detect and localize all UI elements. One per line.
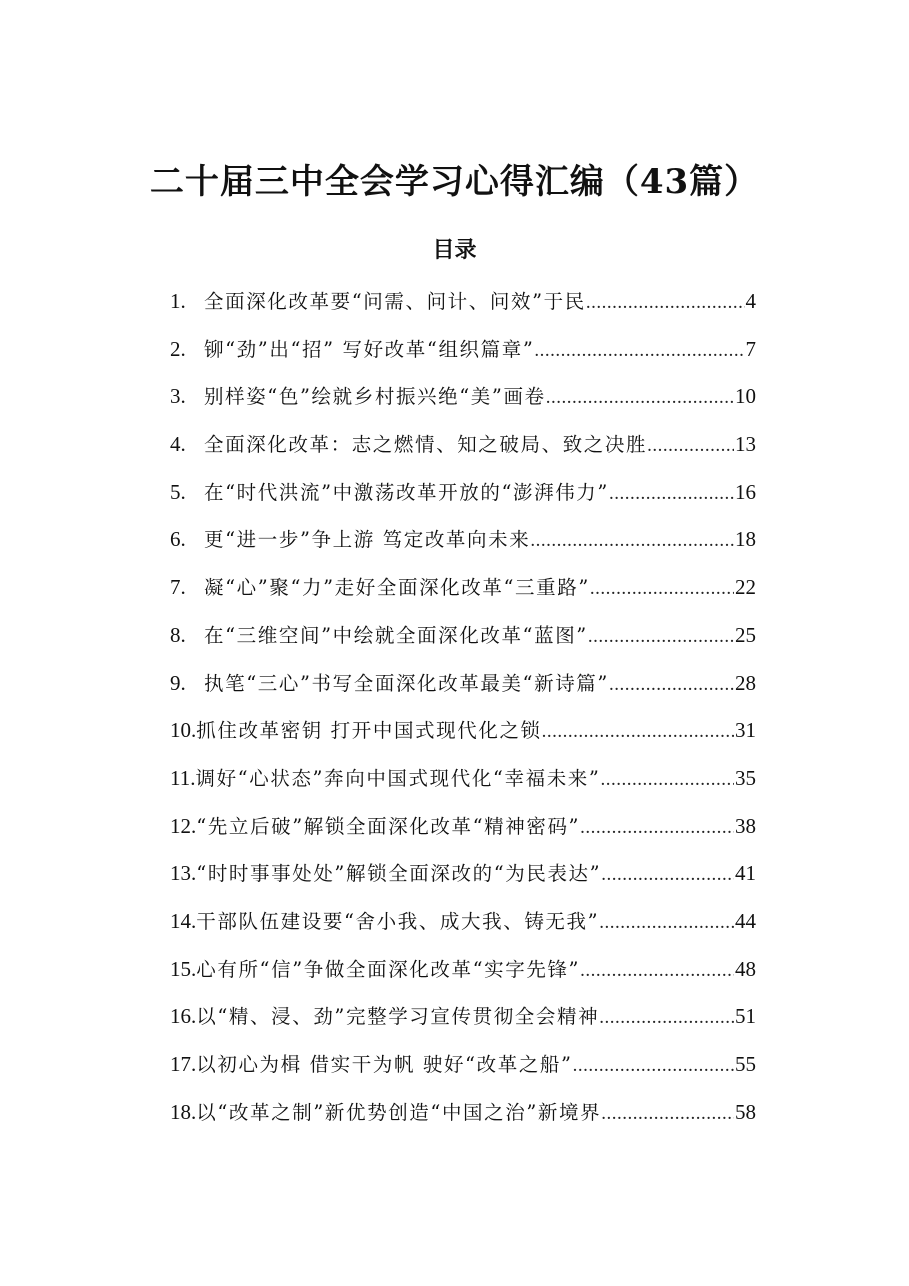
toc-leader-dots [609, 661, 734, 708]
toc-leader-dots [599, 899, 734, 946]
toc-entry-number: 18. [170, 1099, 197, 1124]
toc-entry-title: 铆“劲”出“招” 写好改革“组织篇章” [204, 337, 535, 361]
toc-entry-number: 15. [170, 956, 197, 981]
toc-entry-number: 5. [170, 479, 186, 504]
toc-entry-title: 在“时代洪流”中激荡改革开放的“澎湃伟力” [204, 480, 609, 504]
toc-entry-page: 22 [735, 575, 756, 600]
toc-leader-dots [600, 756, 734, 803]
toc-entry-page: 51 [735, 1004, 756, 1029]
toc-leader-dots [647, 422, 734, 469]
toc-entry-title: 别样姿“色”绘就乡村振兴绝“美”画卷 [204, 385, 546, 409]
toc-entry-number: 10. [170, 718, 197, 743]
toc-entry-18[interactable] [170, 1089, 756, 1137]
toc-leader-dots [590, 565, 734, 612]
toc-entry-2[interactable] [170, 326, 756, 374]
toc-entry-title: 以初心为楫 借实干为帆 驶好“改革之船” [196, 1053, 573, 1076]
toc-entry-page: 16 [735, 479, 756, 504]
toc-entry-number: 16. [170, 1004, 197, 1029]
toc-entry-title: 以“精、浸、劲”完整学习宣传贯彻全会精神 [196, 1005, 600, 1029]
toc-entry-page: 44 [735, 908, 756, 933]
toc-entry-title: 全面深化改革要“问需、问计、问效”于民 [204, 290, 586, 313]
toc-entry-13[interactable] [170, 850, 756, 898]
toc-entry-number: 7. [170, 575, 186, 600]
toc-entry-title: 抓住改革密钥 打开中国式现代化之锁 [196, 719, 542, 743]
toc-entry-12[interactable] [170, 803, 756, 851]
toc-leader-dots [530, 517, 734, 564]
toc-entry-title: 凝“心”聚“力”走好全面深化改革“三重路” [204, 576, 590, 600]
toc-leader-dots [580, 947, 734, 994]
toc-entry-4[interactable] [170, 421, 756, 469]
document-title: 二十届三中全会学习心得汇编（43篇） [149, 162, 760, 202]
toc-entry-title: 执笔“三心”书写全面深化改革最美“新诗篇” [204, 671, 609, 695]
toc-entry-number: 13. [170, 861, 197, 886]
toc-entry-title: 以“改革之制”新优势创造“中国之治”新境界 [196, 1100, 602, 1124]
toc-entry-title: 全面深化改革：志之燃情、知之破局、致之决胜 [204, 433, 648, 457]
toc-entry-title: 心有所“信”争做全面深化改革“实字先锋” [196, 957, 581, 981]
toc-entry-page: 38 [735, 813, 756, 838]
toc-entry-10[interactable] [170, 707, 756, 755]
toc-entry-page: 25 [735, 622, 756, 647]
toc-entry-title: 调好“心状态”奔向中国式现代化“幸福未来” [195, 766, 601, 790]
toc-entry-page: 13 [735, 432, 756, 457]
toc-leader-dots [588, 613, 734, 660]
toc-entry-title: “先立后破”解锁全面深化改革“精神密码” [196, 814, 581, 838]
table-of-contents [170, 278, 756, 1136]
toc-entry-11[interactable] [170, 755, 756, 803]
toc-entry-3[interactable] [170, 373, 756, 421]
toc-entry-title: 在“三维空间”中绘就全面深化改革“蓝图” [204, 623, 588, 647]
toc-leader-dots [534, 327, 744, 374]
toc-entry-number: 1. [170, 289, 186, 313]
toc-entry-number: 11. [170, 765, 196, 790]
toc-leader-dots [546, 374, 734, 421]
toc-entry-number: 12. [170, 813, 197, 838]
toc-leader-dots [542, 708, 734, 755]
toc-entry-page: 10 [735, 384, 756, 409]
toc-entry-number: 4. [170, 432, 186, 457]
toc-entry-title: 干部队伍建设要“舍小我、成大我、铸无我” [196, 909, 600, 933]
toc-entry-page: 55 [735, 1052, 756, 1076]
toc-entry-number: 14. [170, 908, 197, 933]
toc-entry-9[interactable] [170, 660, 756, 708]
toc-leader-dots [601, 851, 734, 898]
toc-entry-8[interactable] [170, 612, 756, 660]
toc-leader-dots [573, 1042, 734, 1089]
toc-entry-page: 58 [735, 1099, 756, 1124]
toc-leader-dots [586, 279, 745, 326]
toc-entry-page: 4 [745, 289, 756, 313]
toc-entry-number: 3. [170, 384, 186, 409]
toc-entry-page: 28 [735, 670, 756, 695]
toc-entry-15[interactable] [170, 946, 756, 994]
toc-entry-number: 17. [170, 1052, 197, 1076]
toc-leader-dots [601, 1090, 734, 1137]
toc-entry-title: “时时事事处处”解锁全面深改的“为民表达” [196, 862, 602, 886]
toc-entry-1[interactable] [170, 278, 756, 326]
toc-entry-number: 8. [170, 622, 186, 647]
toc-entry-5[interactable] [170, 469, 756, 517]
toc-entry-6[interactable] [170, 516, 756, 564]
toc-entry-number: 9. [170, 670, 186, 695]
toc-entry-page: 18 [735, 527, 756, 552]
toc-entry-page: 35 [735, 765, 756, 790]
toc-entry-page: 31 [735, 718, 756, 743]
toc-entry-17[interactable] [170, 1041, 756, 1089]
toc-entry-page: 41 [735, 861, 756, 886]
toc-entry-number: 2. [170, 336, 186, 361]
toc-leader-dots [580, 804, 734, 851]
toc-entry-14[interactable] [170, 898, 756, 946]
toc-leader-dots [609, 470, 734, 517]
toc-entry-7[interactable] [170, 564, 756, 612]
toc-entry-page: 48 [735, 956, 756, 981]
toc-heading: 目录 [432, 237, 477, 263]
toc-entry-page: 7 [745, 336, 756, 361]
toc-entry-title: 更“进一步”争上游 笃定改革向未来 [204, 528, 531, 552]
toc-leader-dots [599, 994, 734, 1041]
toc-entry-number: 6. [170, 527, 186, 552]
toc-entry-16[interactable] [170, 993, 756, 1041]
